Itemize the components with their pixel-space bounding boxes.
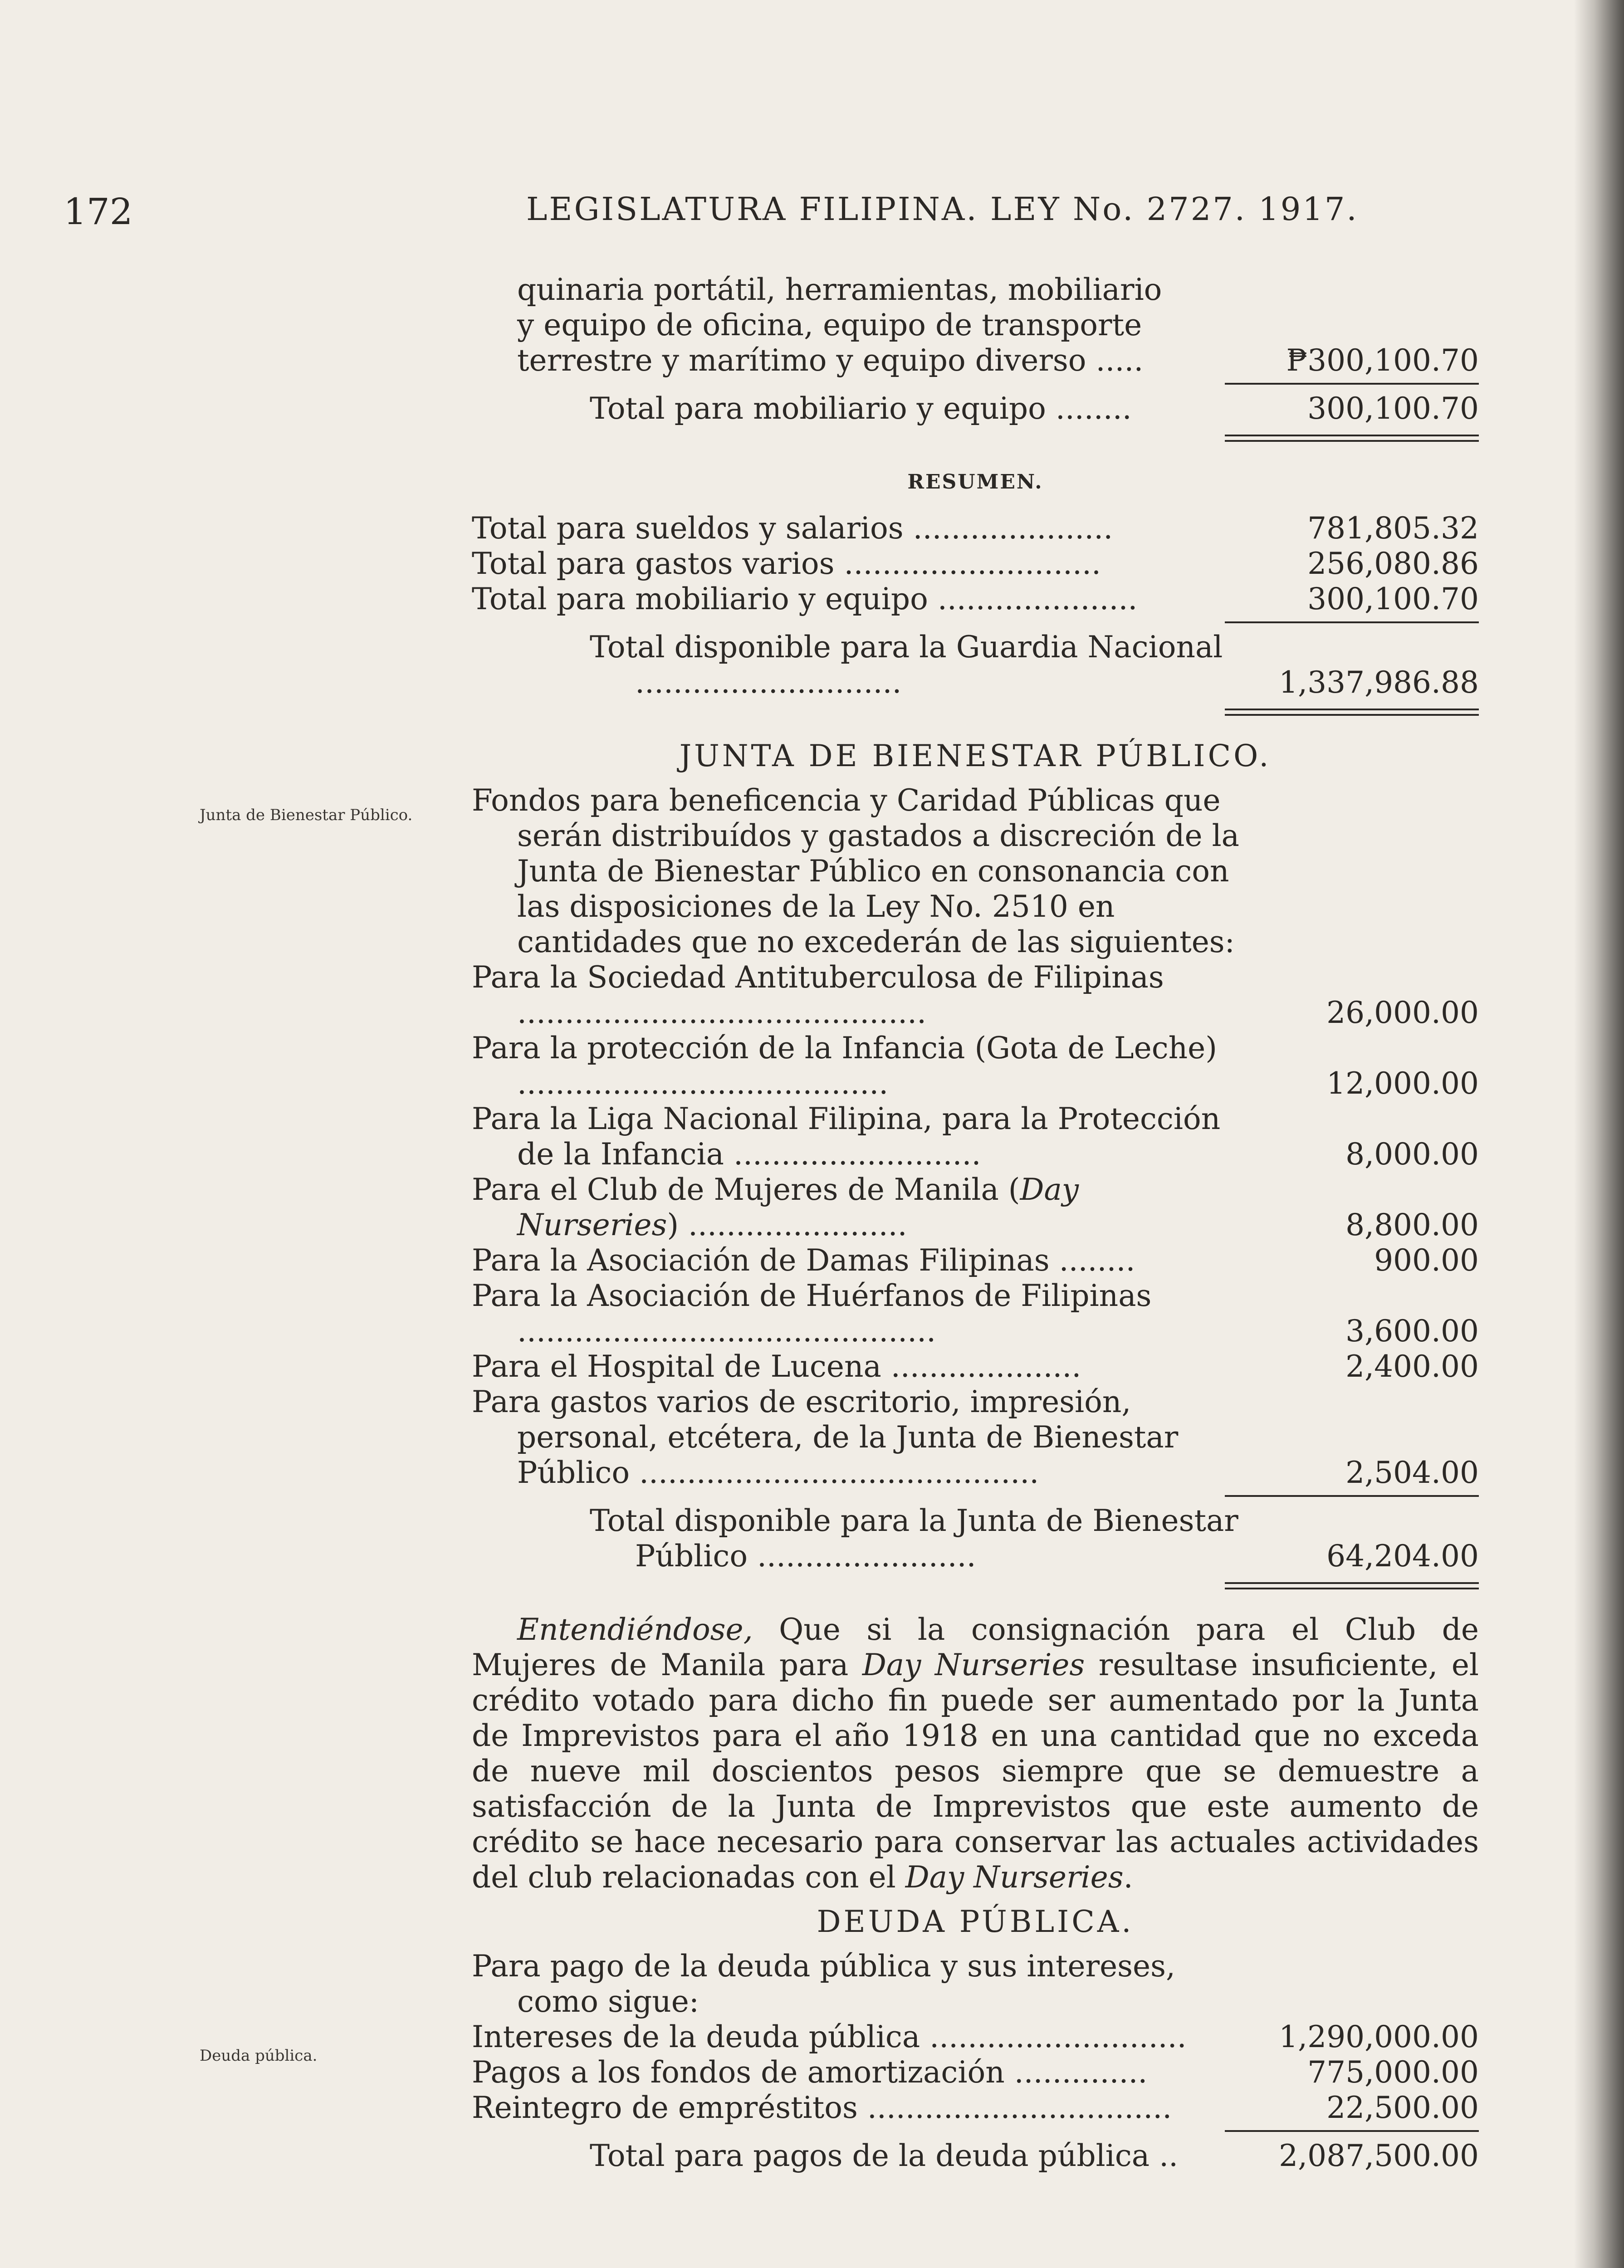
junta-intro: Fondos para beneficencia y Caridad Públicas que serán distribuídos y gastados a discreción de la Junta de Bienestar Público en consonancia con las disposiciones de la Ley No. 2510 en cantidades que no excederán de las siguientes: [472,783,1240,959]
margin-note-deuda: Deuda pública. [200,2047,318,2065]
table-row: Intereses de la deuda pública ........................... 1,290,000.00 [472,2019,1479,2054]
double-rule [1225,435,1479,442]
list-item: Para gastos varios de escritorio, impresión, personal, etcétera, de la Junta de Bienestar Público .......................................... 2,504.00 [472,1384,1479,1490]
deuda-intro: Para pago de la deuda pública y sus intereses, como sigue: [472,1949,1175,2019]
resumen-total: Total disponible para la Guardia Nacional ............................ 1,337,986.88 [590,630,1479,700]
deuda-total: Total para pagos de la deuda pública .. 2,087,500.00 [590,2138,1479,2173]
equipment-line: quinaria portátil, herramientas, mobiliario [517,272,1162,307]
junta-block [472,783,1479,1589]
page-header [64,191,1488,245]
list-item: Para el Hospital de Lucena .................... 2,400.00 [472,1349,1479,1384]
equipment-total: Total para mobiliario y equipo ........ 300,100.70 [590,391,1479,426]
junta-total: Total disponible para la Junta de Bienestar Público ....................... 64,204.00 [590,1503,1479,1574]
equipment-block [472,272,1479,442]
resumen-table [472,511,1479,716]
deuda-title: DEUDA PÚBLICA. [817,1904,1134,1939]
table-row: Total para gastos varios ........................... 256,080.86 [472,546,1479,581]
table-row: Total para mobiliario y equipo ..................... 300,100.70 [472,582,1479,616]
list-item: Para la protección de la Infancia (Gota de Leche) ....................................... 12,000.00 [472,1031,1479,1101]
equipment-amount: ₱300,100.70 [1286,343,1479,378]
page-edge-shadow [1574,0,1624,2268]
deuda-block [472,1949,1479,2174]
page-content [472,272,1479,2174]
table-row: Total para sueldos y salarios ..................... 781,805.32 [472,511,1479,546]
table-row: Reintegro de empréstitos ................................ 22,500.00 [472,2090,1479,2125]
list-item: Para la Asociación de Damas Filipinas ........ 900.00 [472,1243,1479,1278]
junta-title: JUNTA DE BIENESTAR PÚBLICO. [679,738,1272,773]
list-item: Para la Liga Nacional Filipina, para la Protección de la Infancia .......................... 8,000.00 [472,1101,1479,1172]
equipment-line: y equipo de oficina, equipo de transporte [517,308,1142,342]
rule [1225,621,1479,623]
list-item: Para el Club de Mujeres de Manila (Day Nurseries) ....................... 8,800.00 [472,1172,1479,1242]
proviso-paragraph: Entendiéndose, Que si la consignación para el Club de Mujeres de Manila para Day Nurseries resultase insuficiente, el crédito votado para dicho fin puede ser aumentado por la Junta de Imprevistos para el año 1918 en una cantidad que no exceda de nueve mil doscientos pesos siempre que se demuestre a satisfacción de la Junta de Imprevistos que este aumento de crédito se hace necesario para conservar las actuales actividades del club relacionadas con el Day Nurseries. [472,1612,1479,1895]
rule [1225,2130,1479,2132]
running-head: LEGISLATURA FILIPINA. LEY No. 2727. 1917. [526,191,1359,228]
resumen-title: RESUMEN. [907,470,1043,494]
margin-note-junta: Junta de Bienestar Público. [200,806,413,824]
table-row: Pagos a los fondos de amortización .............. 775,000.00 [472,2055,1479,2090]
rule [1225,383,1479,385]
equipment-line: terrestre y marítimo y equipo diverso ..... ₱300,100.70 [517,343,1479,378]
double-rule [1225,709,1479,716]
double-rule [1225,1582,1479,1589]
rule [1225,1495,1479,1497]
page-number: 172 [64,191,133,233]
list-item: Para la Sociedad Antituberculosa de Filipinas ........................................... 26,000.00 [472,960,1479,1030]
list-item: Para la Asociación de Huérfanos de Filipinas ............................................ 3,600.00 [472,1278,1479,1349]
